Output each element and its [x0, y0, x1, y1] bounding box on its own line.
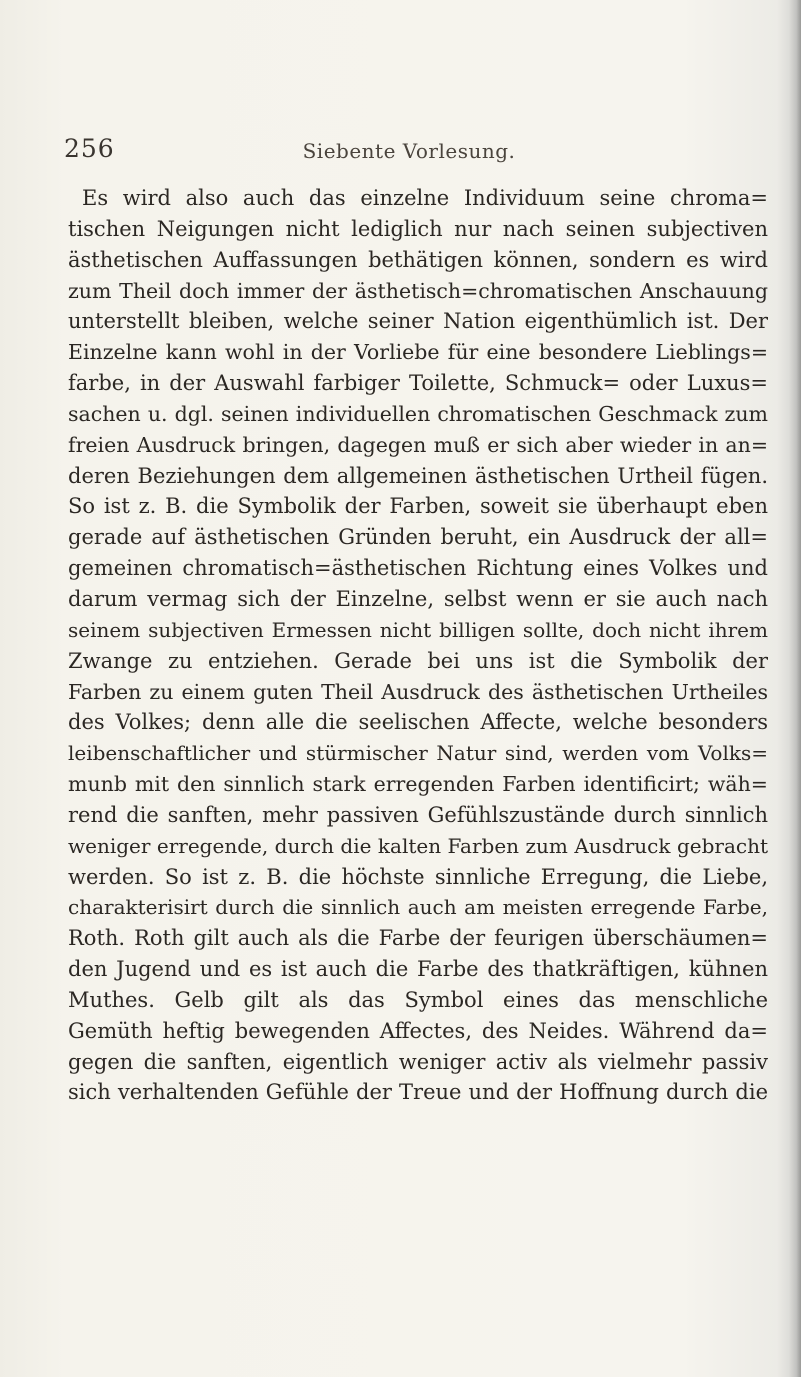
text-line: Es wird also auch das einzelne Individuum seine chroma= [82, 186, 768, 210]
text-line: tischen Neigungen nicht lediglich nur nach seinen subjectiven [68, 216, 768, 241]
text-line: unterstellt bleiben, welche seiner Nation eigenthümlich ist. Der [68, 309, 768, 334]
text-line: Farben zu einem guten Theil Ausdruck des ästhetischen Urtheiles [68, 679, 768, 704]
text-line: Zwange zu entziehen. Gerade bei uns ist die Symbolik der [68, 648, 768, 673]
text-line: gerade auf ästhetischen Gründen beruht, ein Ausdruck der all= [68, 525, 768, 550]
running-title: Siebente Vorlesung. [302, 139, 516, 163]
text-line: ästhetischen Auffassungen bethätigen können, sondern es wird [68, 247, 768, 272]
text-line: So ist z. B. die Symbolik der Farben, soweit sie überhaupt eben [68, 494, 768, 519]
page-edge-shadow [789, 0, 801, 1377]
text-line: farbe, in der Auswahl farbiger Toilette, Schmuck= oder Luxus= [68, 371, 768, 396]
text-line: den Jugend und es ist auch die Farbe des thatkräftigen, kühnen [68, 957, 768, 982]
text-line: munb mit den sinnlich stark erregenden Farben identificirt; wäh= [68, 772, 768, 797]
text-line: sich verhaltenden Gefühle der Treue und der Hoffnung durch die [68, 1080, 768, 1105]
text-line: des Volkes; denn alle die seelischen Affecte, welche besonders [68, 710, 768, 735]
text-line: sachen u. dgl. seinen individuellen chromatischen Geschmack zum [68, 401, 768, 426]
text-line: Gemüth heftig bewegenden Affectes, des Neides. Während da= [68, 1018, 768, 1043]
text-line: Muthes. Gelb gilt als das Symbol eines das menschliche [68, 987, 768, 1012]
text-line: gegen die sanften, eigentlich weniger activ als vielmehr passiv [68, 1049, 768, 1074]
text-line: Einzelne kann wohl in der Vorliebe für eine besondere Lieblings= [68, 340, 768, 365]
text-line: weniger erregende, durch die kalten Farben zum Ausdruck gebracht [68, 833, 768, 858]
text-line: seinem subjectiven Ermessen nicht billigen sollte, doch nicht ihrem [68, 617, 768, 642]
body-text [68, 183, 768, 1108]
text-line: darum vermag sich der Einzelne, selbst wenn er sie auch nach [68, 586, 768, 611]
page-header [64, 134, 754, 168]
text-line: zum Theil doch immer der ästhetisch=chromatischen Anschauung [68, 278, 768, 303]
text-line: gemeinen chromatisch=ästhetischen Richtung eines Volkes und [68, 556, 768, 581]
page-number: 256 [64, 134, 115, 163]
text-line: rend die sanften, mehr passiven Gefühlszustände durch sinnlich [68, 802, 768, 827]
text-line: freien Ausdruck bringen, dagegen muß er sich aber wieder in an= [68, 432, 768, 457]
text-line: charakterisirt durch die sinnlich auch am meisten erregende Farbe, [68, 895, 768, 920]
text-line: Roth. Roth gilt auch als die Farbe der feurigen überschäumen= [68, 926, 768, 951]
text-line: leibenschaftlicher und stürmischer Natur sind, werden vom Volks= [68, 741, 768, 766]
text-line: deren Beziehungen dem allgemeinen ästhetischen Urtheil fügen. [68, 463, 768, 488]
text-line: werden. So ist z. B. die höchste sinnliche Erregung, die Liebe, [68, 864, 768, 889]
